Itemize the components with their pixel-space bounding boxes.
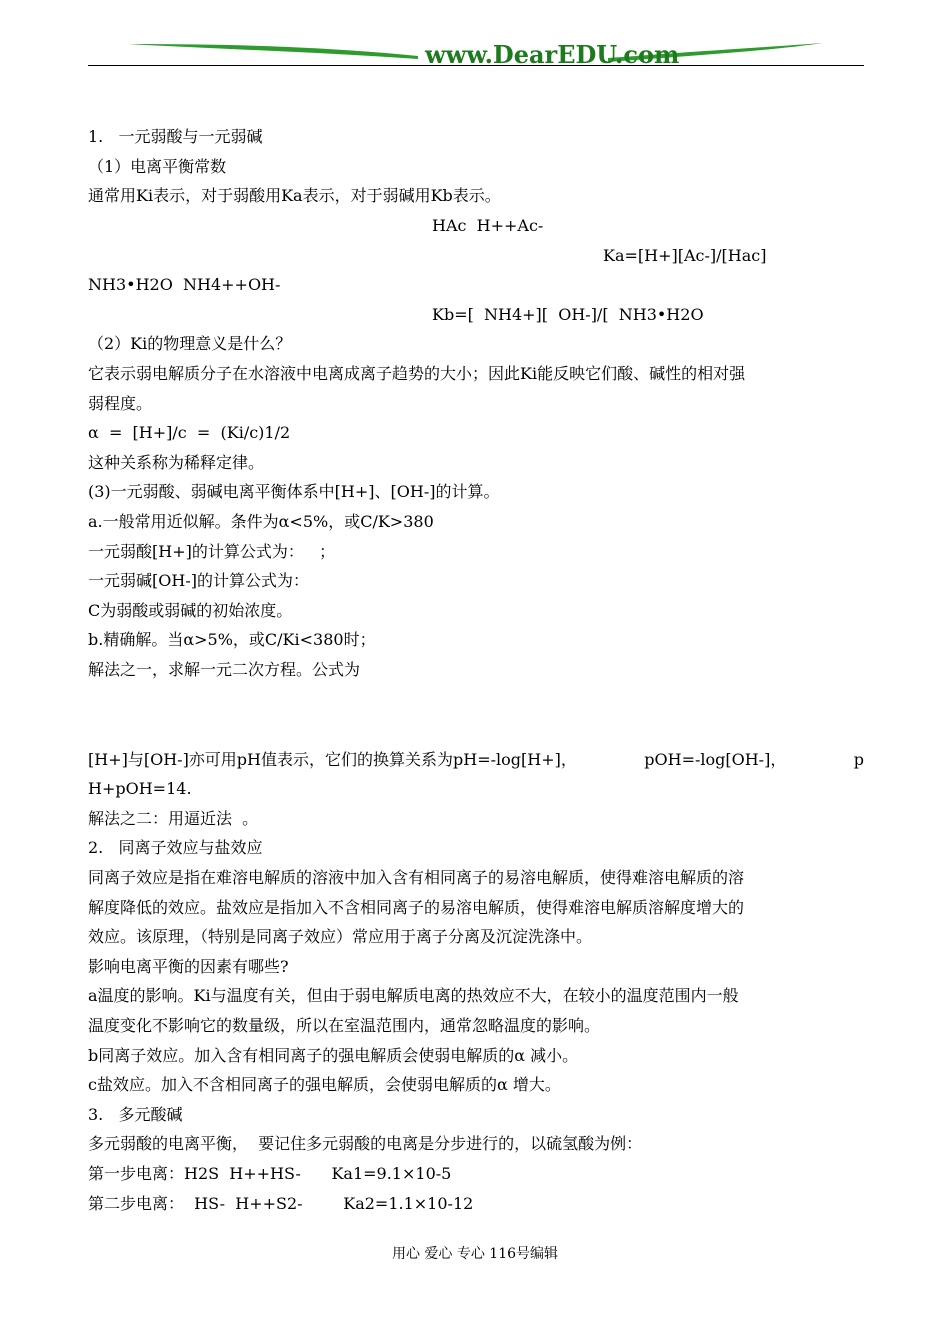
equation-kb: Kb=[ NH4+][ OH-]/[ NH3•H2O: [432, 305, 704, 324]
text-line: 一元弱酸[H+]的计算公式为： ；: [88, 542, 336, 561]
section-heading-2: 2. 同离子效应与盐效应: [88, 838, 263, 857]
text-line: b同离子效应。加入含有相同离子的强电解质会使弱电解质的α 减小。: [88, 1046, 579, 1065]
text-line: 一元弱碱[OH-]的计算公式为：: [88, 571, 309, 590]
equation-alpha: α = [H+]/c = (Ki/c)1/2: [88, 423, 291, 442]
equation-ka: Ka=[H+][Ac-]/[Hac]: [603, 246, 767, 265]
text-line: 弱程度。: [88, 394, 153, 413]
text-line: 影响电离平衡的因素有哪些?: [88, 957, 289, 976]
text-line: 解度降低的效应。盐效应是指加入不含相同离子的易溶电解质，使得难溶电解质溶解度增大的: [88, 898, 745, 917]
text-line: a.一般常用近似解。条件为α<5%，或C/K>380: [88, 512, 434, 531]
equation-hac: HAc H++Ac-: [432, 216, 544, 235]
text-line: 解法之二：用逼近法 。: [88, 809, 259, 828]
text-line: c盐效应。加入不含相同离子的强电解质，会使弱电解质的α 增大。: [88, 1075, 561, 1094]
text-line: 解法之一，求解一元二次方程。公式为: [88, 660, 361, 679]
section-heading-1: 1. 一元弱酸与一元弱碱: [88, 127, 263, 146]
text-line: H+pOH=14.: [88, 779, 192, 798]
text-line: 同离子效应是指在难溶电解质的溶液中加入含有相同离子的易溶电解质，使得难溶电解质的溶: [88, 868, 745, 887]
equation-step-2: 第二步电离： HS- H++S2- Ka2=1.1×10-12: [88, 1194, 474, 1213]
text-segment: p: [853, 750, 864, 769]
site-logo-text[interactable]: www.DearEDU.com: [425, 40, 680, 69]
text-line: a温度的影响。Ki与温度有关，但由于弱电解质电离的热效应不大，在较小的温度范围内一般: [88, 986, 739, 1005]
text-line-ph: [88, 750, 864, 770]
text-line: 它表示弱电解质分子在水溶液中电离成离子趋势的大小；因此Ki能反映它们酸、碱性的相对强: [88, 364, 746, 383]
text-line: 这种关系称为稀释定律。: [88, 453, 265, 472]
subheading-calculation: (3)一元弱酸、弱碱电离平衡体系中[H+]、[OH-]的计算。: [88, 482, 500, 501]
text-line: C为弱酸或弱碱的初始浓度。: [88, 601, 293, 620]
text-line: 温度变化不影响它的数量级，所以在室温范围内，通常忽略温度的影响。: [88, 1016, 601, 1035]
text-line: b.精确解。当α>5%，或C/Ki<380时；: [88, 630, 376, 649]
equation-nh3: NH3•H2O NH4++OH-: [88, 275, 281, 294]
page-header: [88, 32, 864, 72]
subheading-ionization-constant: （1）电离平衡常数: [88, 157, 227, 176]
page-footer: 用心 爱心 专心 116号编辑: [391, 1246, 559, 1262]
equation-step-1: 第一步电离：H2S H++HS- Ka1=9.1×10-5: [88, 1164, 452, 1183]
text-line: 多元弱酸的电离平衡， 要记住多元弱酸的电离是分步进行的，以硫氢酸为例：: [88, 1134, 643, 1153]
text-line: 效应。该原理，（特别是同离子效应）常应用于离子分离及沉淀洗涤中。: [88, 927, 593, 946]
header-rule: [88, 65, 864, 66]
text-segment: [H+]与[OH-]亦可用pH值表示，它们的换算关系为pH=-log[H+]，: [88, 750, 577, 769]
section-heading-3: 3. 多元酸碱: [88, 1105, 183, 1124]
subheading-ki-meaning: （2）Ki的物理意义是什么？: [88, 334, 292, 353]
text-segment: pOH=-log[OH-]，: [644, 750, 787, 769]
text-line: 通常用Ki表示，对于弱酸用Ka表示，对于弱碱用Kb表示。: [88, 186, 501, 205]
